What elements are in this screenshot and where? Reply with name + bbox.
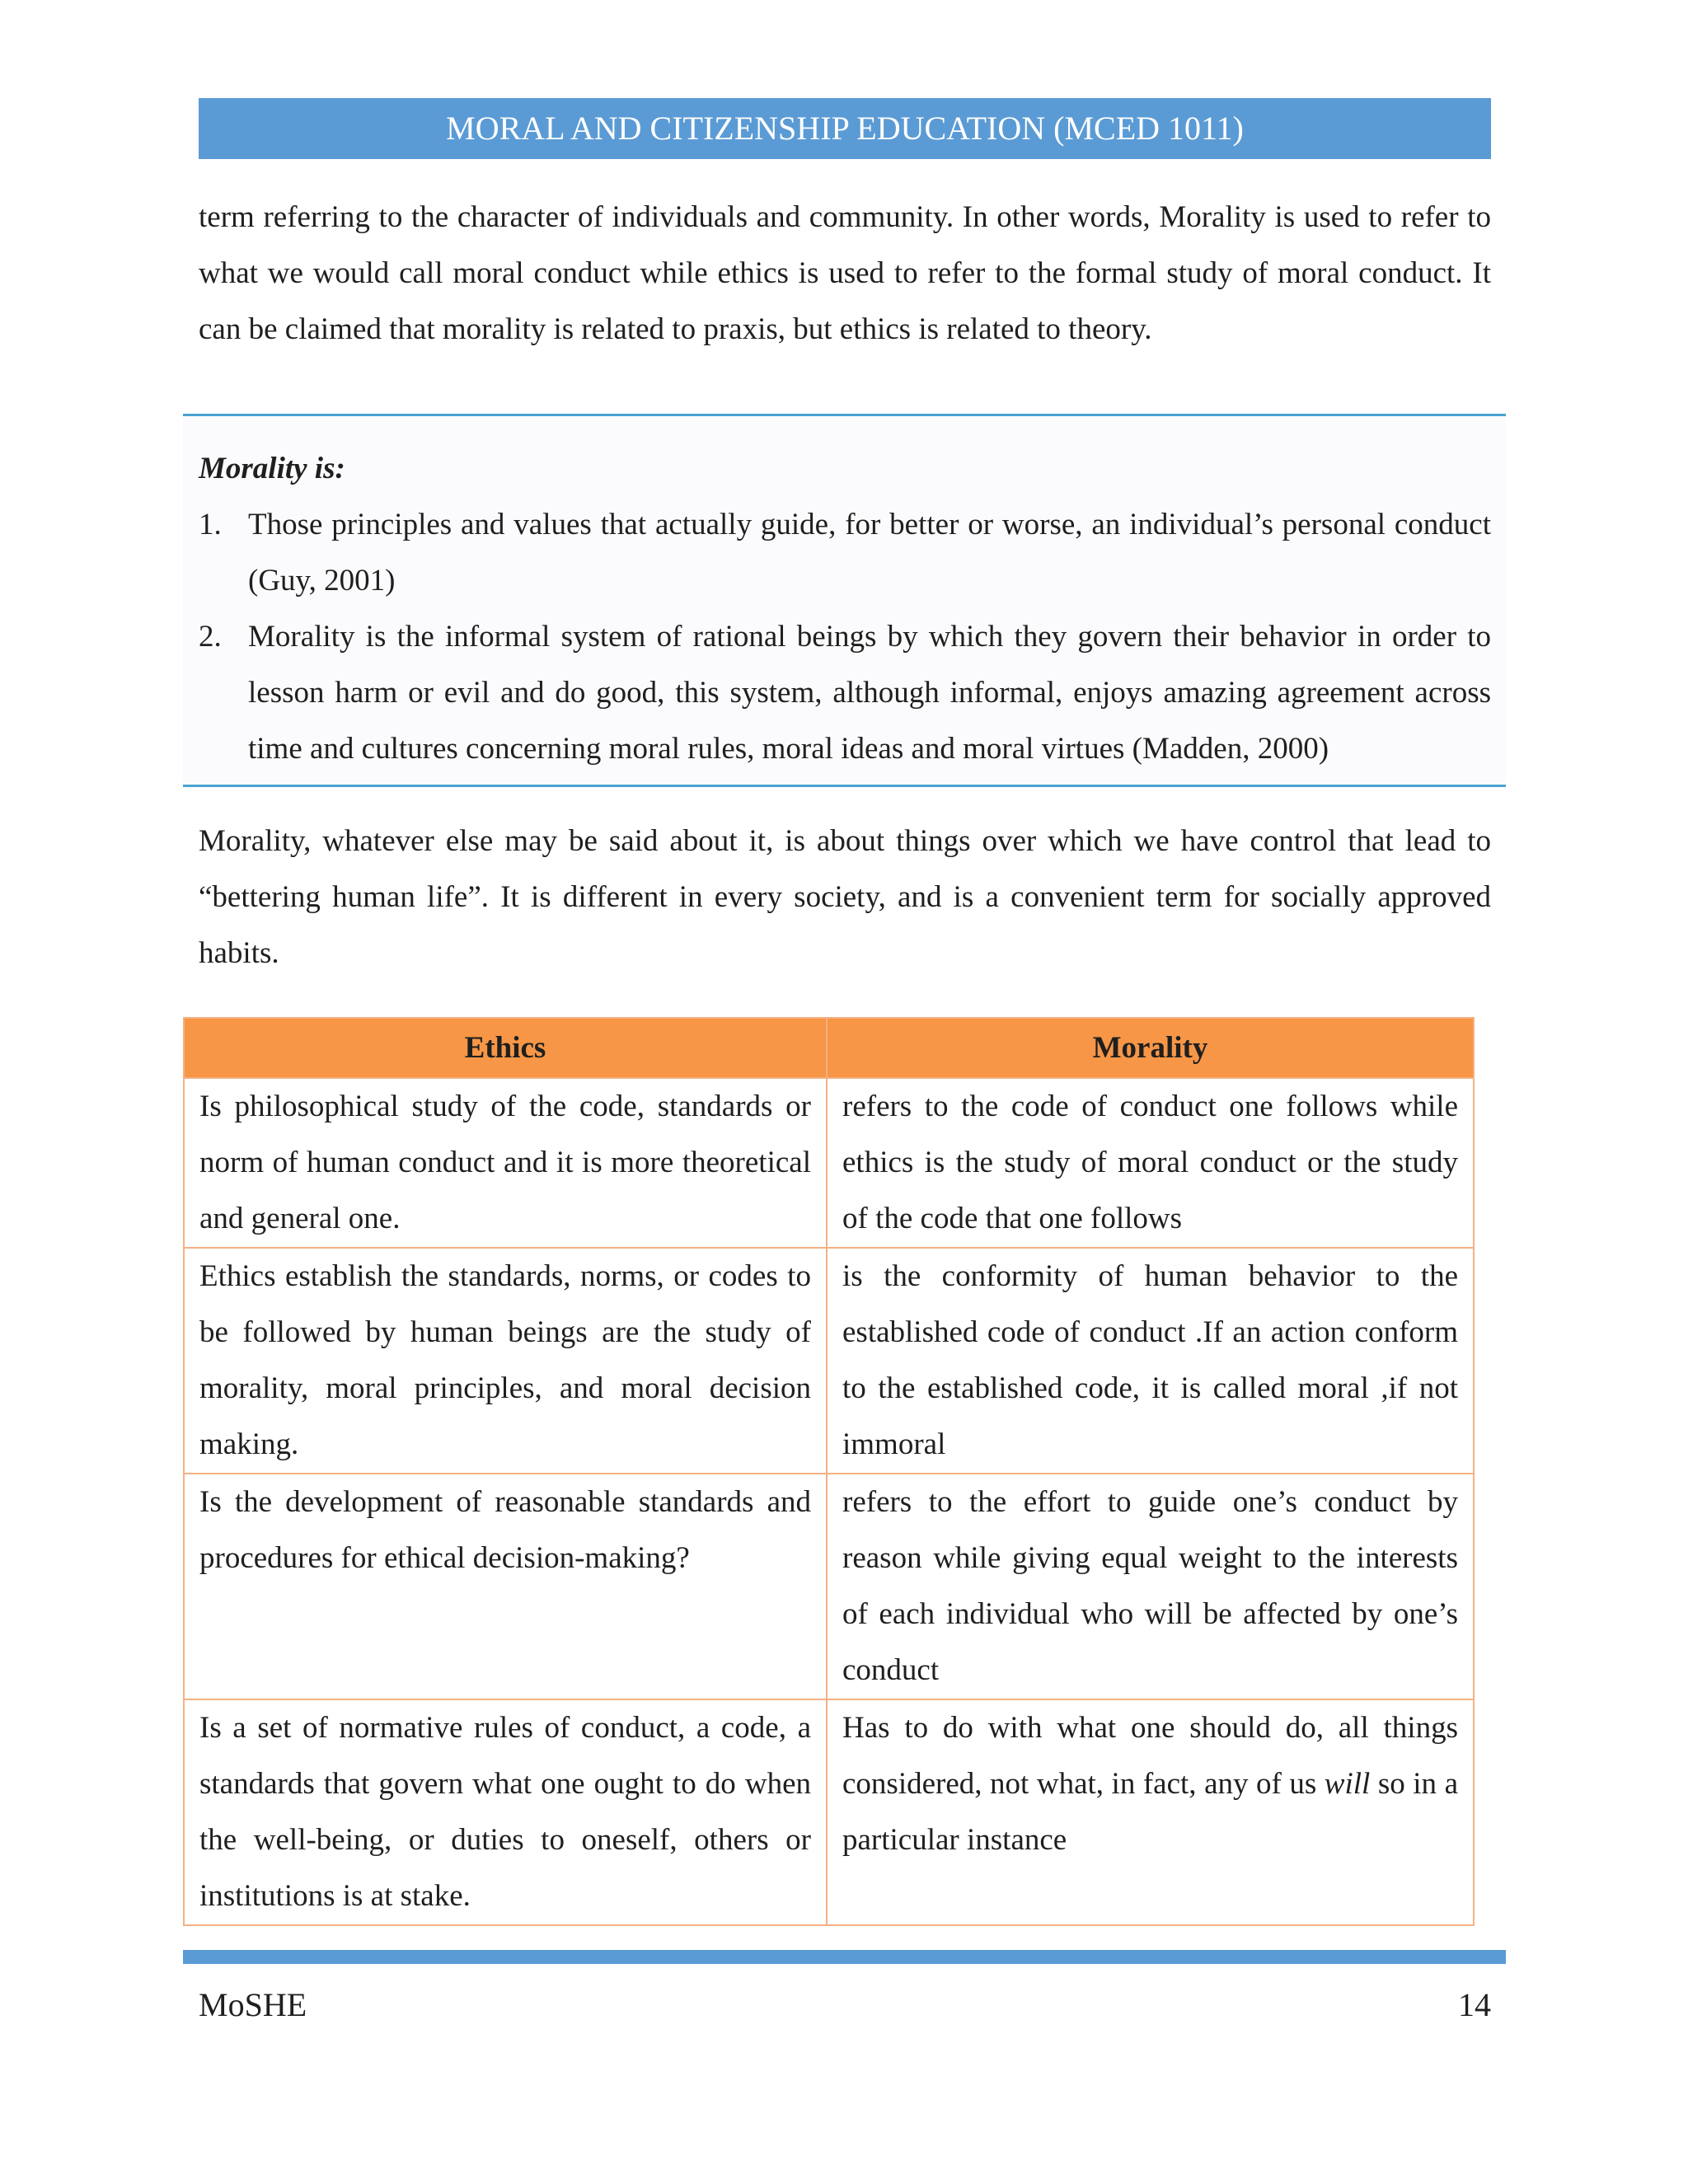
morality-cell: refers to the effort to guide one’s conduct by reason while giving equal weight to the interests of each individual who will be affected by one’s conduct — [827, 1474, 1474, 1699]
morality-cell: is the conformity of human behavior to the established code of conduct .If an action conform to the established code, it is called moral ,if not immoral — [827, 1248, 1474, 1474]
definition-list — [199, 497, 1491, 777]
column-header-morality: Morality — [827, 1018, 1474, 1078]
ethics-morality-table — [183, 1017, 1475, 1926]
list-item-number: 2. — [199, 620, 222, 654]
morality-cell: refers to the code of conduct one follows while ethics is the study of moral conduct or the study of the code that one follows — [827, 1078, 1474, 1248]
list-item-text: Those principles and values that actually guide, for better or worse, an individual’s personal conduct (Guy, 2001) — [248, 508, 1491, 598]
definition-box-top-rule — [183, 414, 1506, 416]
ethics-cell: Is philosophical study of the code, standards or norm of human conduct and it is more theoretical and general one. — [184, 1078, 827, 1248]
column-header-ethics: Ethics — [184, 1018, 827, 1078]
morality-cell-text-end: so in a particular instance — [842, 1767, 1458, 1857]
list-item-number: 1. — [199, 508, 222, 541]
ethics-cell: Is the development of reasonable standards and procedures for ethical decision-making? — [184, 1474, 827, 1699]
ethics-cell: Is a set of normative rules of conduct, a code, a standards that govern what one ought to do when the well-being, or duties to oneself, others or institutions is at stake. — [184, 1699, 827, 1925]
list-item — [199, 609, 1491, 777]
emphasis-will: will — [1324, 1767, 1371, 1801]
definition-box-bottom-rule — [183, 785, 1506, 787]
table-row — [184, 1078, 1474, 1248]
list-item — [199, 497, 1491, 609]
second-paragraph: Morality, whatever else may be said about it, is about things over which we have control that lead to “bettering human life”. It is different in every society, and is a convenient term for socially approved habits. — [199, 824, 1491, 970]
document-header: MORAL AND CITIZENSHIP EDUCATION (MCED 1011) — [199, 98, 1491, 159]
table-row — [184, 1474, 1474, 1699]
page-number: 14 — [1458, 1986, 1491, 2023]
footer-rule — [183, 1950, 1506, 1964]
footer-publisher: MoSHE — [199, 1986, 307, 2023]
table-header-row — [184, 1018, 1474, 1078]
morality-cell — [827, 1699, 1474, 1925]
list-item-text: Morality is the informal system of rational beings by which they govern their behavior in order to lesson harm or evil and do good, this system, although informal, enjoys amazing agreement across time and cultures concerning moral rules, moral ideas and moral virtues (Madden, 2000) — [248, 620, 1491, 766]
intro-paragraph: term referring to the character of individuals and community. In other words, Morality is used to refer to what we would call moral conduct while ethics is used to refer to the formal study of moral conduct. It can be claimed that morality is related to praxis, but ethics is related to theory. — [199, 200, 1491, 346]
morality-cell-text: Has to do with what one should do, all things considered, not what, in fact, any of us — [842, 1711, 1458, 1801]
ethics-cell: Ethics establish the standards, norms, or codes to be followed by human beings are the study of morality, moral principles, and moral decision making. — [184, 1248, 827, 1474]
table-row — [184, 1699, 1474, 1925]
definition-heading: Morality is: — [199, 452, 345, 485]
table-row — [184, 1248, 1474, 1474]
